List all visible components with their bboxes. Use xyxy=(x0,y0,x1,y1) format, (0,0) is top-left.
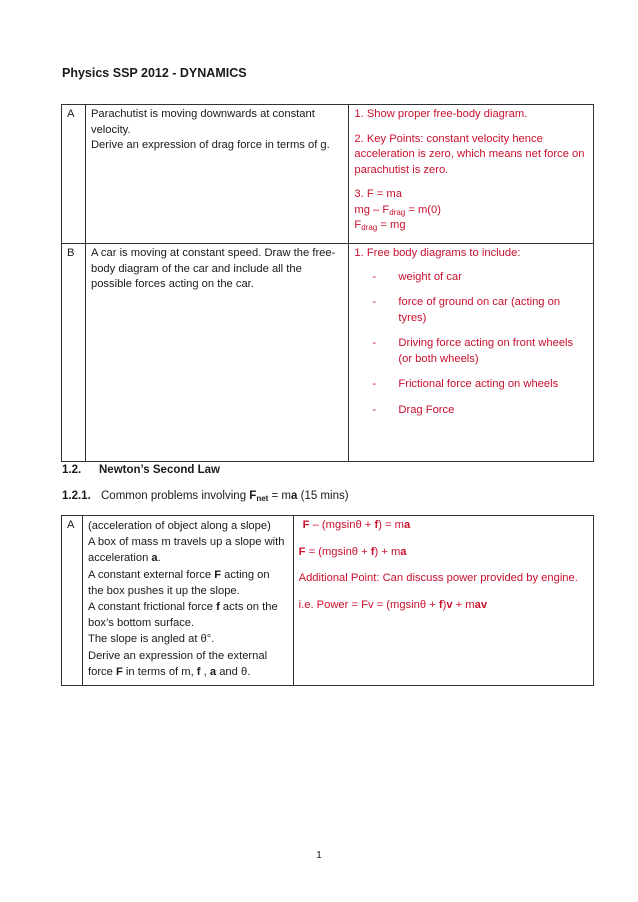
list-item: - Drag Force xyxy=(372,403,455,416)
page-title: Physics SSP 2012 - DYNAMICS xyxy=(62,66,247,80)
equation: F – (mgsinθ + f) = ma xyxy=(302,519,411,531)
question-cell: A car is moving at constant speed. Draw the free-body diagram of the car and include all the possible forces acting on the car. xyxy=(85,244,348,462)
answer-line: 1. Show proper free-body diagram. xyxy=(354,108,528,120)
question-text: Derive an expression of drag force in terms of g. xyxy=(90,139,330,151)
row-label: A xyxy=(62,105,86,244)
equation: mg – $F_{drag} = m(0)$ xyxy=(354,203,441,217)
question-text: Parachutist is moving downwards at constant velocity. xyxy=(90,108,315,136)
answer-line: Additional Point: Can discuss power provided by engine. xyxy=(298,572,578,584)
table-row xyxy=(62,105,594,244)
answer-cell xyxy=(349,244,594,462)
row-label: B xyxy=(62,244,86,462)
section-title: Newton’s Second Law xyxy=(99,464,220,476)
list-item: - Driving force acting on front wheels (or both wheels) xyxy=(372,337,574,365)
section-heading xyxy=(62,464,220,476)
table-row xyxy=(62,244,594,462)
problems-table-2 xyxy=(61,515,594,686)
table-row xyxy=(62,516,594,686)
list-item: - force of ground on car (acting on tyres) xyxy=(372,296,561,324)
page-number: 1 xyxy=(316,850,322,861)
subsection-number: 1.2.1. xyxy=(62,490,91,502)
equation: i.e. Power = Fv = (mgsinθ + f)v + mav xyxy=(298,598,488,611)
section-number: 1.2. xyxy=(62,464,82,476)
answer-cell xyxy=(349,105,594,244)
answer-line: 3. F = ma xyxy=(354,188,402,200)
problems-table-1 xyxy=(61,104,594,462)
list-item: - weight of car xyxy=(372,270,462,283)
subsection-heading: 1.2.1. Common problems involving $F_{net}$ = ma (15 mins) xyxy=(62,490,349,503)
equation: $F_{drag}$ = mg xyxy=(354,219,406,232)
list-item: - Frictional force acting on wheels xyxy=(372,378,559,390)
equation: F = (mgsinθ + f) + ma xyxy=(298,545,407,558)
question-cell xyxy=(85,105,348,244)
answer-cell xyxy=(293,516,593,686)
question-cell: (acceleration of object along a slope) A box of mass m travels up a slope with acceleration a. A constant external force F acting on the box pushes it up the slope. A constant frictional force f acts on the box’s bottom surface. The slope is angled at θ°. Derive an expression of the external force F in terms of m, f , a and θ. xyxy=(82,516,293,686)
answer-line: 1. Free body diagrams to include: xyxy=(354,247,521,259)
row-label: A xyxy=(62,516,83,686)
answer-line: 2. Key Points: constant velocity hence acceleration is zero, which means net force on parachutist is zero. xyxy=(354,132,585,176)
